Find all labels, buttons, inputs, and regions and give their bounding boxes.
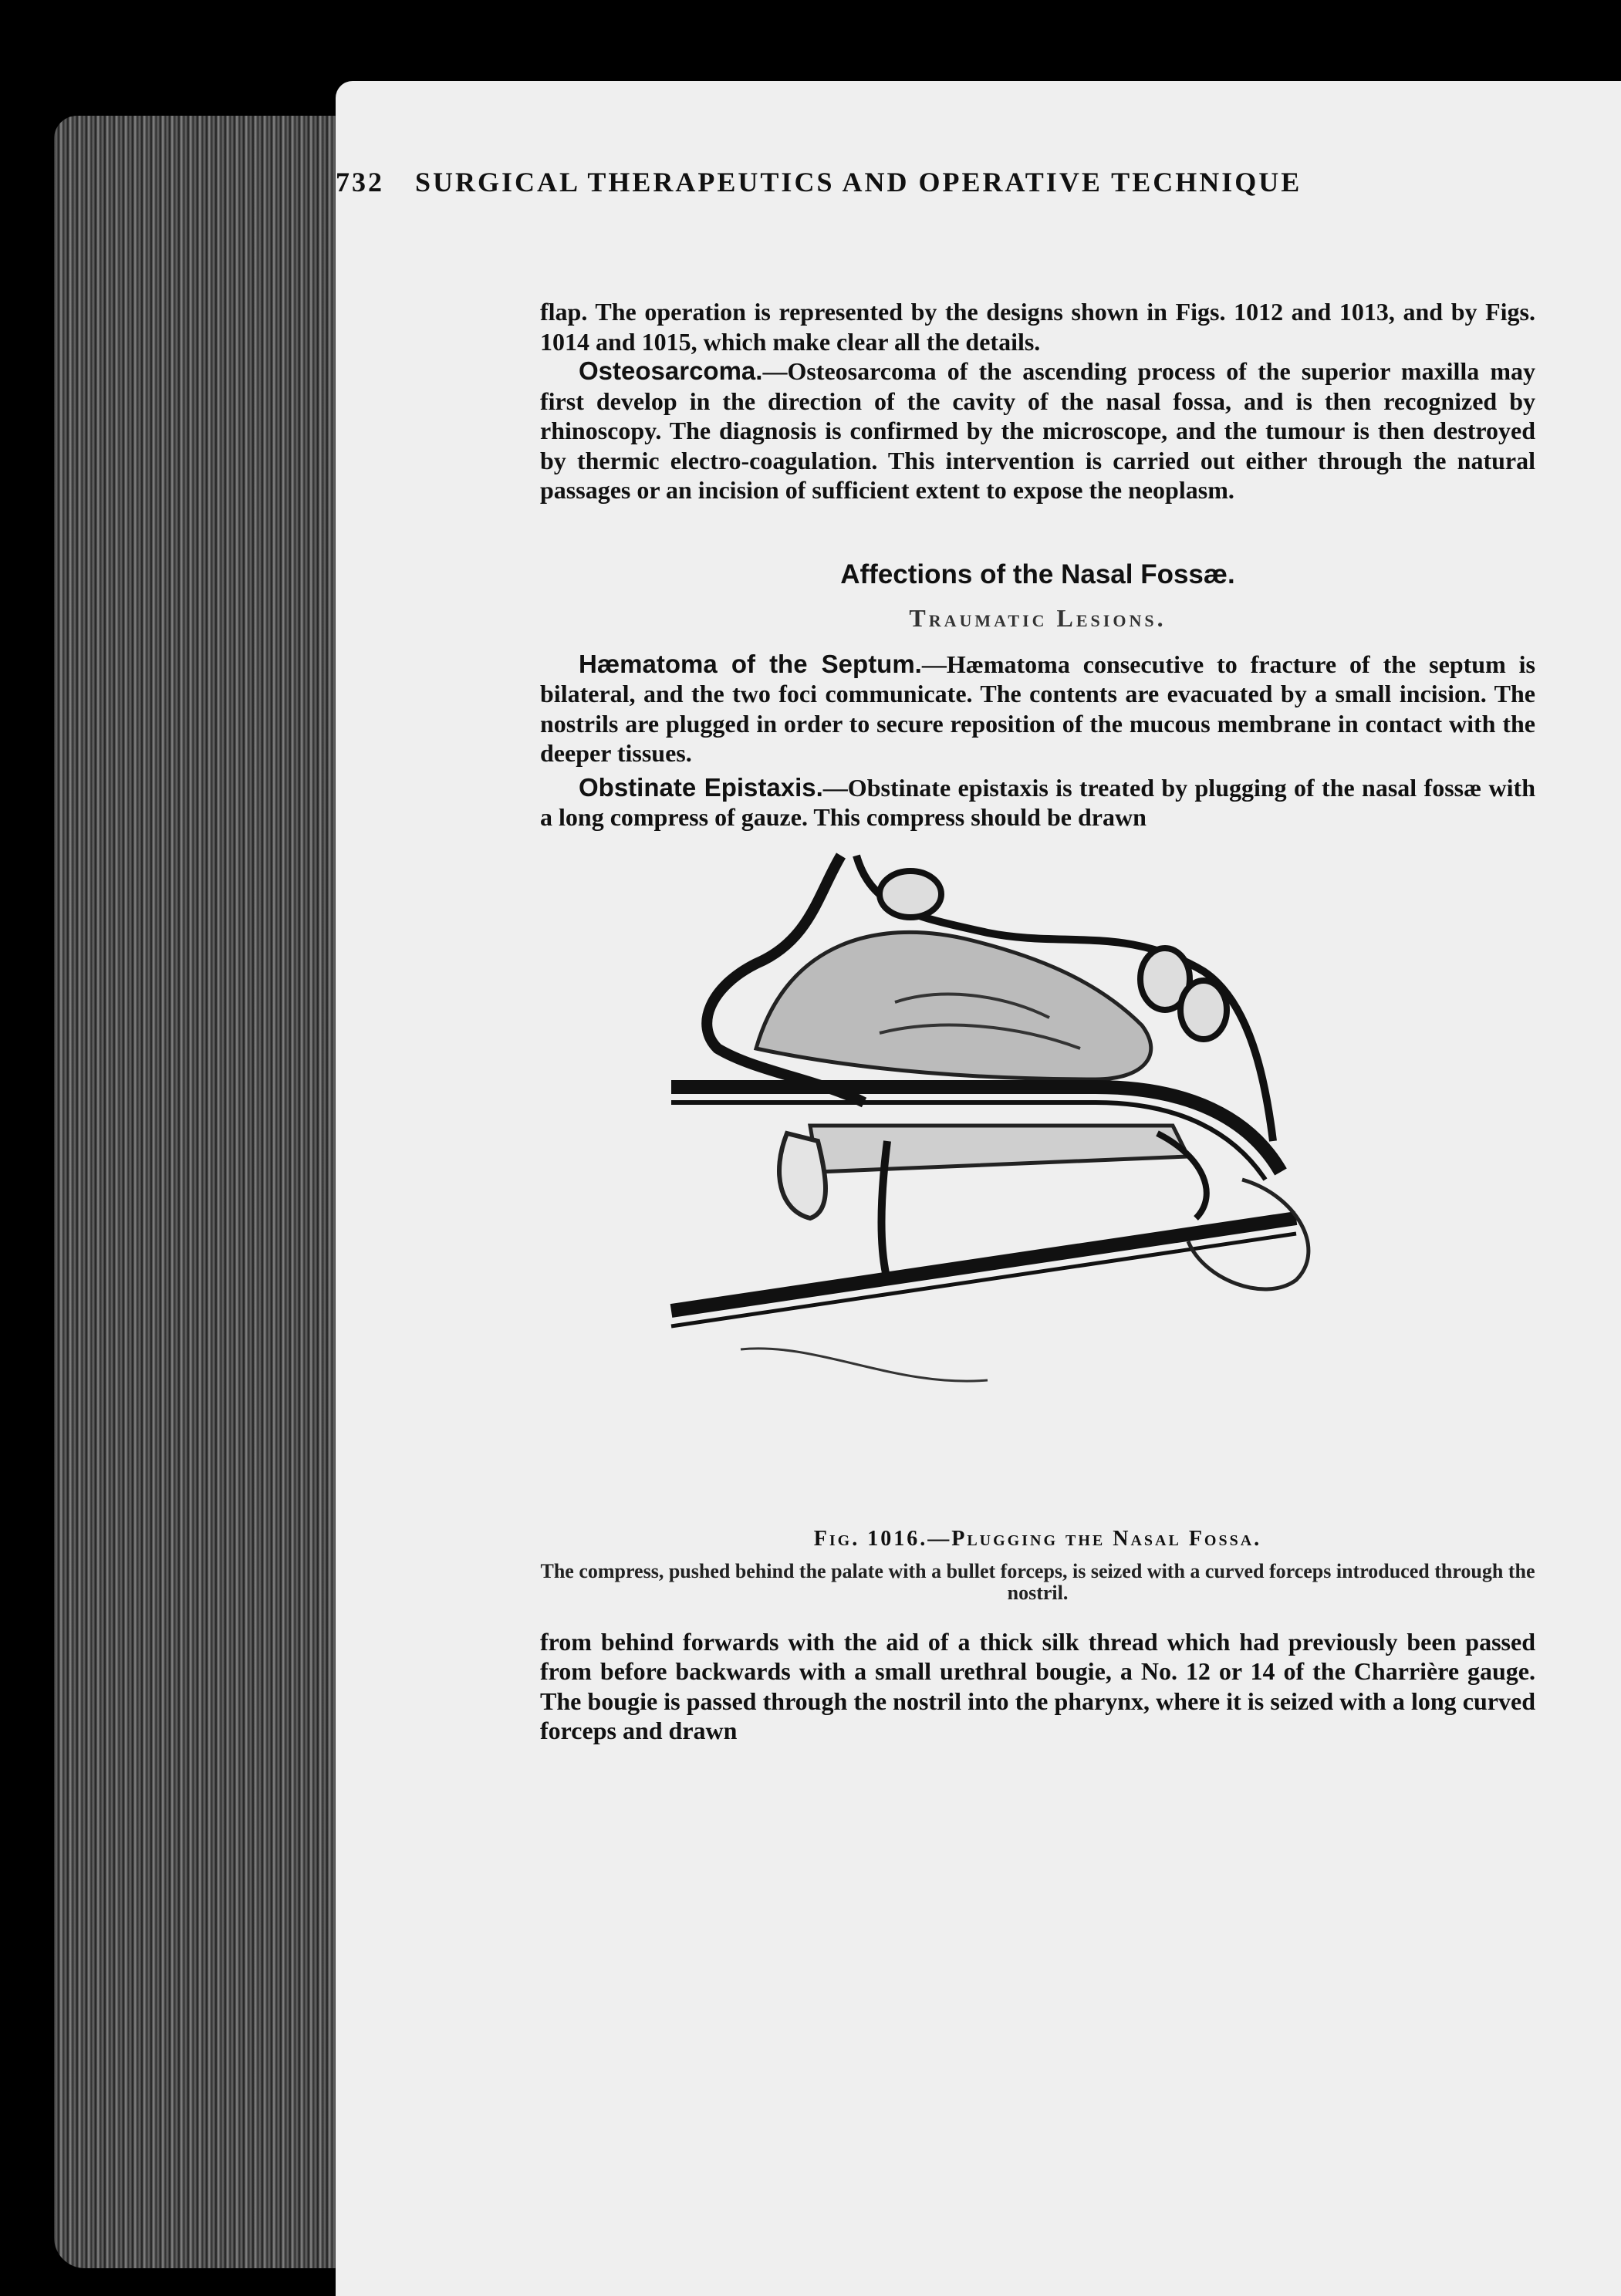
paragraph-lead-haematoma: Hæmatoma of the Septum. [579,649,922,678]
running-title: SURGICAL THERAPEUTICS AND OPERATIVE TECHNIQUE [415,167,1302,198]
paragraph-haematoma [540,650,1535,768]
running-head [336,166,1331,198]
book-page-edges [54,116,339,2268]
section-title: Affections of the Nasal Fossæ. [840,559,1235,589]
paragraph-text-epistaxis: —Obstinate epistaxis is treated by plugging of the nasal fossæ with a long compress of gauze. This compress should be drawn [540,773,1536,831]
paragraph-lead-epistaxis: Obstinate Epistaxis. [579,772,823,802]
paragraph-lead-osteosarcoma: Osteosarcoma. [579,356,763,385]
nasal-fossa-illustration [664,848,1358,1434]
figure-caption: The compress, pushed behind the palate with a bullet forceps, is seized with a curved forceps introduced through the nostril. [540,1559,1535,1604]
paragraph-epistaxis [540,773,1535,832]
figure-label: Fig. 1016.—Plugging the Nasal Fossa. [813,1526,1262,1551]
paragraph-text-osteosarcoma: —Osteosarcoma of the ascending process of the superior maxilla may first develop in the direction of the cavity of the nasal fossa, and is then recognized by rhinoscopy. The diagnosis is confirmed by the microscope, and the tumour is then destroyed by thermic electro-coagulation. This intervention is carried out either through the natural passages or an incision of sufficient extent to expose the neoplasm. [540,357,1535,504]
subsection-title: Traumatic Lesions. [909,603,1167,632]
paragraph-continuation: from behind forwards with the aid of a thick silk thread which had previously been passed from before backwards with a small urethral bougie, a No. 12 or 14 of the Charrière gauge. The bougie is passed through the nostril into the pharynx, where it is seized with a long curved forceps and drawn [540,1627,1535,1744]
figure-block [540,832,1535,1527]
page-text-block [540,297,1535,1746]
page-number: 732 [336,167,384,198]
book-page [336,81,1621,2296]
paragraph-text-haematoma: —Hæmatoma consecutive to fracture of the septum is bilateral, and the two foci communicate. The contents are evacuated by a small incision. The nostrils are plugged in order to secure reposition of the mucous membrane in contact with the deeper tissues. [540,650,1536,767]
paragraph-flap: flap. The operation is represented by the designs shown in Figs. 1012 and 1013, and by Figs. 1014 and 1015, which make clear all the details. [540,298,1535,356]
paragraph-osteosarcoma [540,356,1535,505]
